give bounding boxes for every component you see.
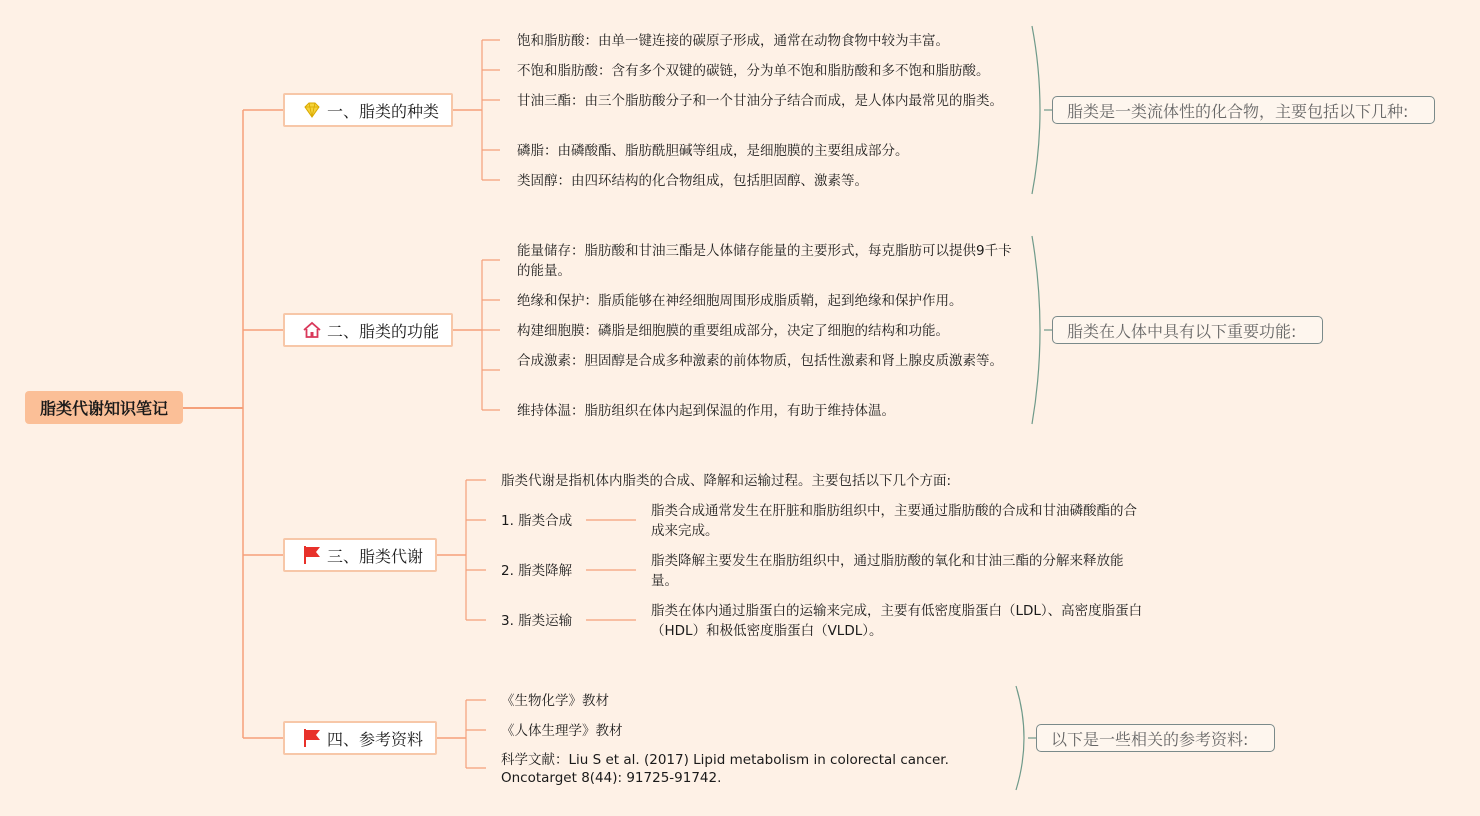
root-label: 脂类代谢知识笔记: [39, 399, 168, 418]
summary-label: 以下是一些相关的参考资料:: [1051, 729, 1249, 749]
summary-node-functions[interactable]: [1052, 316, 1323, 344]
list-item[interactable]: 维持体温：脂肪组织在体内起到保温的作用，有助于维持体温。: [517, 403, 895, 419]
branch-label: 一、脂类的种类: [327, 101, 440, 121]
list-item[interactable]: 能量储存：脂肪酸和甘油三酯是人体储存能量的主要形式，每克脂肪可以提供9千卡的能量。: [517, 243, 1012, 279]
branch-3-sub-links: [586, 520, 636, 620]
home-icon: [301, 319, 323, 341]
metabolism-intro[interactable]: 脂类代谢是指机体内脂类的合成、降解和运输过程。主要包括以下几个方面:: [501, 473, 952, 489]
branch-label: 四、参考资料: [327, 729, 424, 749]
list-item[interactable]: 不饱和脂肪酸：含有多个双键的碳链，分为单不饱和脂肪酸和多不饱和脂肪酸。: [517, 63, 990, 79]
sub-item-label[interactable]: 1. 脂类合成: [501, 513, 573, 529]
sub-item-label[interactable]: 3. 脂类运输: [501, 613, 573, 629]
branch-4-ticks: [466, 700, 486, 768]
branch-3-ticks: [466, 480, 486, 620]
branch-2-brace: [1032, 236, 1040, 424]
list-item[interactable]: 磷脂：由磷酸酯、脂肪酰胆碱等组成，是细胞膜的主要组成部分。: [517, 143, 909, 159]
sub-item-detail[interactable]: 脂类在体内通过脂蛋白的运输来完成，主要有低密度脂蛋白（LDL）、高密度脂蛋白（HDL）和极低密度脂蛋白（VLDL）。: [651, 603, 1143, 639]
summary-node-references[interactable]: [1036, 724, 1275, 752]
list-item[interactable]: 合成激素：胆固醇是合成多种激素的前体物质，包括性激素和肾上腺皮质激素等。: [517, 353, 1003, 369]
list-item[interactable]: 饱和脂肪酸：由单一键连接的碳原子形成，通常在动物食物中较为丰富。: [517, 33, 949, 49]
branch-label: 二、脂类的功能: [327, 321, 440, 341]
sub-item-label[interactable]: 2. 脂类降解: [501, 563, 573, 579]
sub-item-detail[interactable]: 脂类合成通常发生在肝脏和脂肪组织中，主要通过脂肪酸的合成和甘油磷酸酯的合成来完成。: [651, 503, 1137, 539]
diamond-icon: [301, 99, 323, 121]
summary-label: 脂类是一类流体性的化合物，主要包括以下几种:: [1067, 101, 1409, 121]
list-item[interactable]: 科学文献：Liu S et al. (2017) Lipid metabolism in colorectal cancer. Oncotarget 8(44): 91725-91742.: [501, 752, 949, 786]
list-item[interactable]: 构建细胞膜：磷脂是细胞膜的重要组成部分，决定了细胞的结构和功能。: [517, 323, 949, 339]
list-item[interactable]: 《生物化学》教材: [501, 693, 609, 709]
branch-4-brace: [1016, 686, 1024, 790]
summary-label: 脂类在人体中具有以下重要功能:: [1067, 321, 1297, 341]
branch-node-functions[interactable]: [283, 313, 453, 347]
branch-2-ticks: [482, 260, 500, 410]
list-item[interactable]: 《人体生理学》教材: [501, 723, 623, 739]
list-item[interactable]: 类固醇：由四环结构的化合物组成，包括胆固醇、激素等。: [517, 173, 868, 189]
flag-icon: [301, 544, 323, 566]
root-node[interactable]: [25, 391, 183, 424]
branch-node-references[interactable]: [283, 721, 437, 755]
branch-1-ticks: [482, 40, 500, 180]
summary-node-types[interactable]: [1052, 96, 1435, 124]
branch-label: 三、脂类代谢: [327, 546, 424, 566]
list-item[interactable]: 绝缘和保护：脂质能够在神经细胞周围形成脂质鞘，起到绝缘和保护作用。: [517, 293, 963, 309]
branch-1-brace: [1032, 26, 1040, 194]
list-item[interactable]: 甘油三酯：由三个脂肪酸分子和一个甘油分子结合而成，是人体内最常见的脂类。: [517, 93, 1003, 109]
flag-icon: [301, 727, 323, 749]
sub-item-detail[interactable]: 脂类降解主要发生在脂肪组织中，通过脂肪酸的氧化和甘油三酯的分解来释放能量。: [651, 553, 1124, 589]
branch-node-types[interactable]: [283, 93, 453, 127]
branch-node-metabolism[interactable]: [283, 538, 437, 572]
